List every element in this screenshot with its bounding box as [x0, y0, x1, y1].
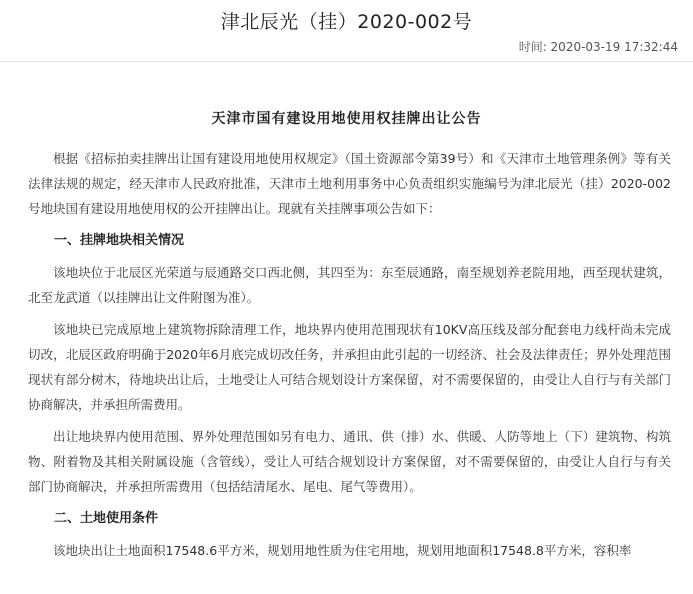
land-use-paragraph: 该地块出让土地面积17548.6平方米，规划用地性质为住宅用地，规划用地面积17548.8平方米，容积率: [53, 543, 632, 558]
parcel-location-paragraph: 该地块位于北辰区光荣道与辰通路交口西北侧，其四至为：东至辰通路，南至规划养老院用地，西至现状建筑，北至龙武道（以挂牌出让文件附图为准）。: [28, 265, 671, 305]
parcel-status-paragraph: 该地块已完成原地上建筑物拆除清理工作，地块界内使用范围现状有10KV高压线及部分配套电力线杆尚未完成切改，北辰区政府明确于2020年6月底完成切改任务，并承担由此引起的一切经济、社会及法律责任；界外处理范围现状有部分树木，待地块出让后，土地受让人可结合规划设计方案保留，对不需要保留的，由受让人自行与有关部门协商解决，并承担所需费用。: [28, 322, 671, 412]
header-divider: [0, 61, 693, 62]
document-title: 津北辰光（挂）2020-002号: [220, 11, 473, 33]
section-heading-land-use: 二、土地使用条件: [54, 511, 159, 526]
announcement-title: 天津市国有建设用地使用权挂牌出让公告: [211, 111, 482, 127]
publish-time: 时间: 2020-03-19 17:32:44: [518, 40, 678, 54]
announcement-body: [28, 146, 671, 570]
parcel-facilities-paragraph: 出让地块界内使用范围、界外处理范围如另有电力、通讯、供（排）水、供暖、人防等地上（下）建筑物、构筑物、附着物及其相关附属设施（含管线），受让人可结合规划设计方案保留，对不需要保留的，由受让人自行与有关部门协商解决，并承担所需费用（包括结清尾水、尾电、尾气等费用）。: [28, 429, 671, 494]
section-heading-parcel-info: 一、挂牌地块相关情况: [54, 233, 185, 248]
intro-paragraph: 根据《招标拍卖挂牌出让国有建设用地使用权规定》（国土资源部令第39号）和《天津市土地管理条例》等有关法律法规的规定，经天津市人民政府批准，天津市土地利用事务中心负责组织实施编号为津北辰光（挂）2020-002号地块国有建设用地使用权的公开挂牌出让。现就有关挂牌事项公告如下：: [28, 151, 671, 216]
page-header: [0, 0, 693, 60]
